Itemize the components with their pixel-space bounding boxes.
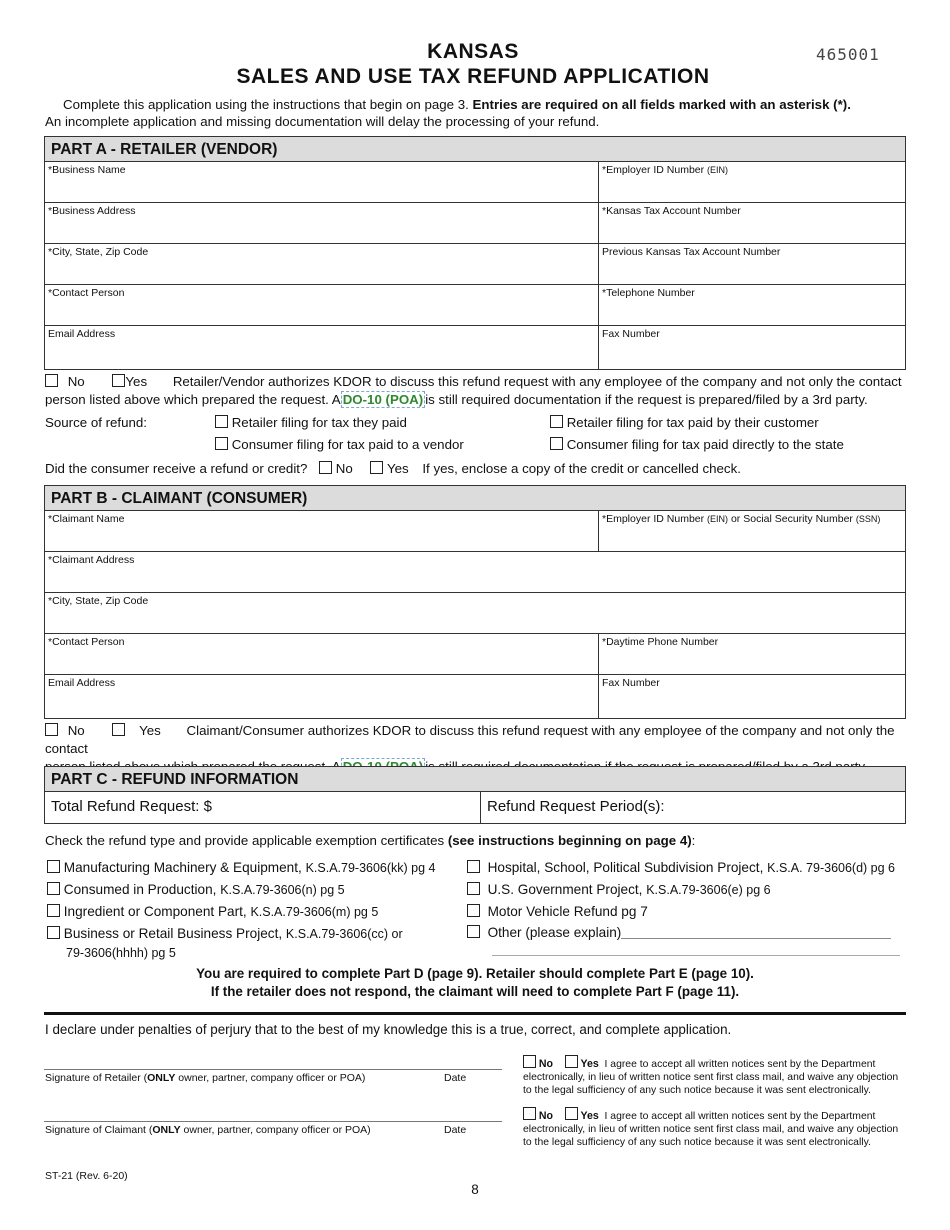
refund-period-field[interactable]: Refund Request Period(s): (487, 798, 665, 815)
other-explain-line[interactable] (621, 927, 891, 939)
claimant-city-state-zip-field[interactable]: *City, State, Zip Code (48, 595, 149, 607)
business-project-checkbox[interactable] (47, 926, 60, 939)
claimant-authorization: No Yes Claimant/Consumer authorizes KDOR to discuss this refund request with any employee of the company and not only the contact (45, 722, 915, 776)
form-number: 465001 (816, 45, 880, 64)
business-address-field[interactable]: *Business Address (45, 203, 599, 243)
part-b-section (44, 485, 906, 719)
retailer-notice-no-checkbox[interactable] (523, 1055, 536, 1068)
refund-type-ingredient[interactable]: Ingredient or Component Part, K.S.A.79-3606(m) pg 5 (47, 901, 467, 923)
claimant-signature-line[interactable] (44, 1121, 502, 1122)
retailer-authorization: No Yes Retailer/Vendor authorizes KDOR to discuss this refund request with any employee of the company and not only the contact person listed above which prepared the request. A DO-10 (POA) is still required documentation if the request is prepared/filed by a 3rd party. (45, 374, 902, 407)
refund-type-left-options: Manufacturing Machinery & Equipment, K.S.A.79-3606(kk) pg 4 Consumed in Production, K.S.A.79-3606(n) pg 5 Ingredient or Component Part, K.S.A.79-3606(m) pg 5 Business or Retail Business Project, K.S.A.79-3606(cc) or 79-3606(hhhh) pg 5 (47, 857, 467, 961)
refund-type-manufacturing[interactable]: Manufacturing Machinery & Equipment, K.S.A.79-3606(kk) pg 4 (47, 857, 467, 879)
other-checkbox[interactable] (467, 925, 480, 938)
claimant-notice-yes-checkbox[interactable] (565, 1107, 578, 1120)
source-opt4-checkbox[interactable] (550, 437, 563, 450)
claimant-fax-field[interactable]: Fax Number (602, 677, 660, 689)
retailer-date-label: Date (444, 1072, 467, 1084)
claimant-contact-person-field[interactable]: *Contact Person (45, 634, 599, 674)
motor-vehicle-checkbox[interactable] (467, 904, 480, 917)
claimant-auth-yes-checkbox[interactable] (112, 723, 125, 736)
refund-type-right-options (467, 857, 912, 943)
consumer-refund-question: Did the consumer receive a refund or credit? No Yes If yes, enclose a copy of the credit or cancelled check. (45, 461, 741, 476)
prev-ks-tax-account-field[interactable]: Previous Kansas Tax Account Number (602, 246, 781, 258)
poa-link[interactable]: DO-10 (POA) (342, 392, 424, 407)
retailer-ein-field[interactable]: *Employer ID Number (EIN) (602, 164, 729, 176)
consumed-checkbox[interactable] (47, 882, 60, 895)
claimant-signature-label: Signature of Claimant (ONLY owner, partner, company officer or POA) (45, 1124, 371, 1136)
claimant-name-field[interactable]: *Claimant Name (45, 511, 599, 551)
us-government-checkbox[interactable] (467, 882, 480, 895)
form-subtitle: SALES AND USE TAX REFUND APPLICATION (236, 65, 710, 88)
part-a-heading: PART A - RETAILER (VENDOR) (45, 137, 905, 162)
source-opt3-checkbox[interactable] (215, 437, 228, 450)
business-name-field[interactable]: *Business Name (45, 162, 599, 202)
source-option-4[interactable]: Consumer filing for tax paid directly to the state (550, 436, 844, 454)
hospital-school-checkbox[interactable] (467, 860, 480, 873)
retailer-electronic-notice: No Yes I agree to accept all written notices sent by the Department electronically, in lieu of written notice sent first class mail, and waive any objection to the legal sufficiency of any such notice because it was sent electronically. (523, 1055, 908, 1097)
claimant-auth-no-checkbox[interactable] (45, 723, 58, 736)
retailer-email-field[interactable]: Email Address (45, 326, 599, 369)
part-a-section (44, 136, 906, 370)
refund-type-hospital-school[interactable]: Hospital, School, Political Subdivision Project, K.S.A. 79-3606(d) pg 6 (467, 857, 912, 879)
refund-type-business-project[interactable]: Business or Retail Business Project, K.S.A.79-3606(cc) or (47, 923, 467, 945)
retailer-telephone-field[interactable]: *Telephone Number (602, 287, 695, 299)
claimant-address-field[interactable]: *Claimant Address (48, 554, 135, 566)
part-b-heading: PART B - CLAIMANT (CONSUMER) (45, 486, 905, 511)
refund-type-instructions: Check the refund type and provide applicable exemption certificates (see instructions beginning on page 4): (45, 833, 696, 848)
retailer-signature-label: Signature of Retailer (ONLY owner, partner, company officer or POA) (45, 1072, 366, 1084)
intro-text: Complete this application using the instructions that begin on page 3. Entries are required on all fields marked with an asterisk (*). An incomplete application and missing documentation will delay the processing of your refund. (45, 97, 851, 129)
requirements-note: You are required to complete Part D (page 9). Retailer should complete Part E (page 10). If the retailer does not respond, the claimant will need to complete Part F (page 11). (196, 966, 754, 999)
retailer-auth-yes-checkbox[interactable] (112, 374, 125, 387)
refund-type-consumed[interactable]: Consumed in Production, K.S.A.79-3606(n) pg 5 (47, 879, 467, 901)
divider (44, 1012, 906, 1015)
claimant-date-label: Date (444, 1124, 467, 1136)
consumer-refund-no-checkbox[interactable] (319, 461, 332, 474)
retailer-signature-line[interactable] (44, 1069, 502, 1070)
ks-tax-account-field[interactable]: *Kansas Tax Account Number (602, 205, 741, 217)
source-of-refund-label: Source of refund: (45, 415, 148, 430)
retailer-fax-field[interactable]: Fax Number (602, 328, 660, 340)
other-explain-line-2[interactable] (492, 955, 900, 956)
retailer-notice-yes-checkbox[interactable] (565, 1055, 578, 1068)
form-title: KANSAS (427, 40, 519, 63)
claimant-electronic-notice: No Yes I agree to accept all written notices sent by the Department electronically, in lieu of written notice sent first class mail, and waive any objection to the legal sufficiency of any such notice because it was sent electronically. (523, 1107, 908, 1149)
claimant-ein-ssn-field[interactable]: *Employer ID Number (EIN) or Social Security Number (SSN) (602, 513, 881, 525)
ingredient-checkbox[interactable] (47, 904, 60, 917)
claimant-daytime-phone-field[interactable]: *Daytime Phone Number (602, 636, 719, 648)
form-revision: ST-21 (Rev. 6-20) (45, 1170, 128, 1182)
source-option-2[interactable]: Retailer filing for tax paid by their customer (550, 414, 819, 432)
manufacturing-checkbox[interactable] (47, 860, 60, 873)
source-opt2-checkbox[interactable] (550, 415, 563, 428)
part-c-section (44, 766, 906, 824)
source-option-3[interactable]: Consumer filing for tax paid to a vendor (215, 436, 464, 454)
retailer-auth-no-checkbox[interactable] (45, 374, 58, 387)
claimant-notice-no-checkbox[interactable] (523, 1107, 536, 1120)
page-number: 8 (471, 1182, 479, 1197)
source-opt1-checkbox[interactable] (215, 415, 228, 428)
source-option-1[interactable]: Retailer filing for tax they paid (215, 414, 407, 432)
retailer-city-state-zip-field[interactable]: *City, State, Zip Code (45, 244, 599, 284)
part-c-heading: PART C - REFUND INFORMATION (45, 767, 905, 792)
refund-type-motor-vehicle[interactable]: Motor Vehicle Refund pg 7 (467, 901, 912, 922)
refund-type-us-government[interactable]: U.S. Government Project, K.S.A.79-3606(e) pg 6 (467, 879, 912, 901)
retailer-contact-person-field[interactable]: *Contact Person (45, 285, 599, 325)
declaration-text: I declare under penalties of perjury that to the best of my knowledge this is a true, correct, and complete application. (45, 1022, 732, 1037)
consumer-refund-yes-checkbox[interactable] (370, 461, 383, 474)
refund-type-other[interactable]: Other (please explain) (467, 922, 912, 943)
claimant-email-field[interactable]: Email Address (45, 675, 599, 718)
total-refund-field[interactable]: Total Refund Request: $ (45, 792, 481, 823)
